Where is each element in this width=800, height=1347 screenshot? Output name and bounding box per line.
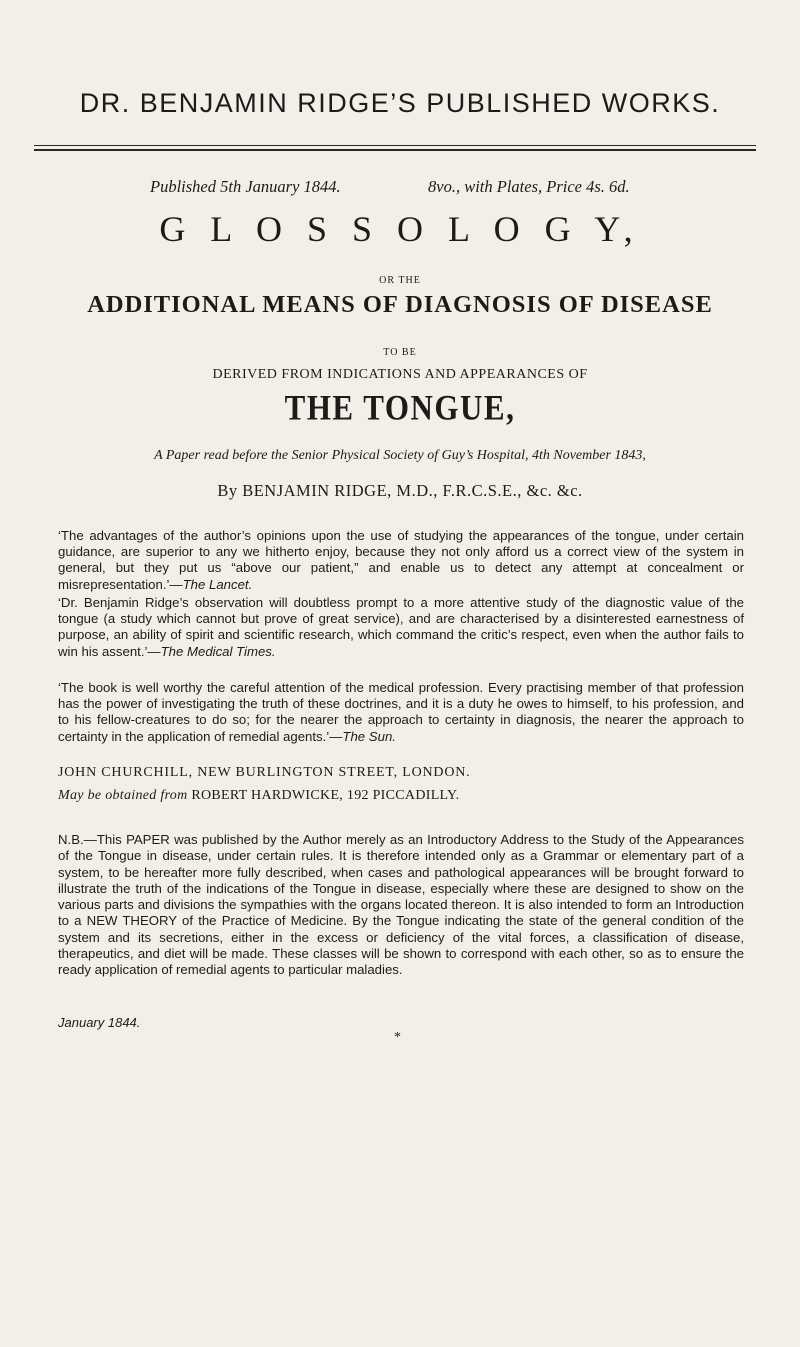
book-subtitle: ADDITIONAL MEANS OF DIAGNOSIS OF DISEASE xyxy=(87,291,713,318)
review-medical-times xyxy=(58,595,744,660)
publisher-line: JOHN CHURCHILL, NEW BURLINGTON STREET, LONDON. xyxy=(58,765,471,780)
header-rule-thick xyxy=(34,149,756,151)
obtained-label: May be obtained from xyxy=(58,788,188,803)
book-title: G L O S S O L O G Y, xyxy=(159,209,641,249)
obtained-value: ROBERT HARDWICKE, 192 PICCADILLY. xyxy=(187,788,460,803)
tongue-title: THE TONGUE, xyxy=(284,387,516,428)
review-text: ‘Dr. Benjamin Ridge’s observation will doubtless prompt to a more attentive study of the diagnostic value of the tongue (a study which cannot but prove of great service), and are characterised by a disinterested earnestness of purpose, an ability of spirit and scientific research, which command the critic’s respect, even when the author fails to win his assent.’— xyxy=(58,595,744,659)
format-price: 8vo., with Plates, Price 4s. 6d. xyxy=(428,177,630,196)
derived-text: DERIVED FROM INDICATIONS AND APPEARANCES OF xyxy=(212,367,588,382)
nota-bene: N.B.—This PAPER was published by the Author merely as an Introductory Address to the Study of the Appearances of the Tongue in disease, under certain rules. It is therefore intended only as a Grammar or elementary part of a system, to be hereafter more fully described, when cases and pathological appearances will be brought forward to illustrate the truth of the indications of the Tongue in disease, especially where these are designed to show on the various parts and divisions the sympathies with the organs located thereon. It is also intended to form an Introduction to a NEW THEORY of the Practice of Medicine. By the Tongue indicating the state of the general condition of the system and its secretions, either in the excess or deficiency of the vital forces, a classification of disease, therapeutics, and diet will be made. These classes will be shown to correspond with each other, so as to ensure the ready application of remedial agents to particular maladies. xyxy=(58,832,744,978)
published-date: Published 5th January 1844. xyxy=(150,177,341,196)
signature-mark: * xyxy=(394,1030,401,1045)
review-text: ‘The advantages of the author’s opinions upon the use of studying the appearances of the tongue, under certain guidance, are superior to any we hitherto enjoy, because they not only afford us a correct view of the system in general, but they put us “above our patient,” and enable us to detect any attempt at concealment or misrepresentation.’— xyxy=(58,528,744,592)
paper-note: A Paper read before the Senior Physical Society of Guy’s Hospital, 4th November 1843, xyxy=(154,448,646,463)
review-lancet xyxy=(58,528,744,593)
review-text: ‘The book is well worthy the careful attention of the medical profession. Every practising member of that profession has the power of investigating the truth of these doctrines, and it is a duty he owes to himself, to his profession, and to his fellow-creatures to do so; for the nearer the approach to certainty in diagnosis, the nearer the approach to certainty in the application of remedial agents.’— xyxy=(58,680,744,744)
or-the-text: OR THE xyxy=(379,275,421,286)
review-sun xyxy=(58,680,744,745)
review-source: The Lancet. xyxy=(182,576,253,592)
obtained-from xyxy=(58,788,459,804)
review-source: The Sun. xyxy=(342,728,396,744)
note-date: January 1844. xyxy=(58,1015,141,1030)
page-header: DR. BENJAMIN RIDGE’S PUBLISHED WORKS. xyxy=(79,88,721,118)
to-be-text: TO BE xyxy=(383,347,417,358)
header-rule-thin xyxy=(34,145,756,146)
review-source: The Medical Times. xyxy=(160,643,276,659)
author-line: By BENJAMIN RIDGE, M.D., F.R.C.S.E., &c. &c. xyxy=(217,481,583,500)
